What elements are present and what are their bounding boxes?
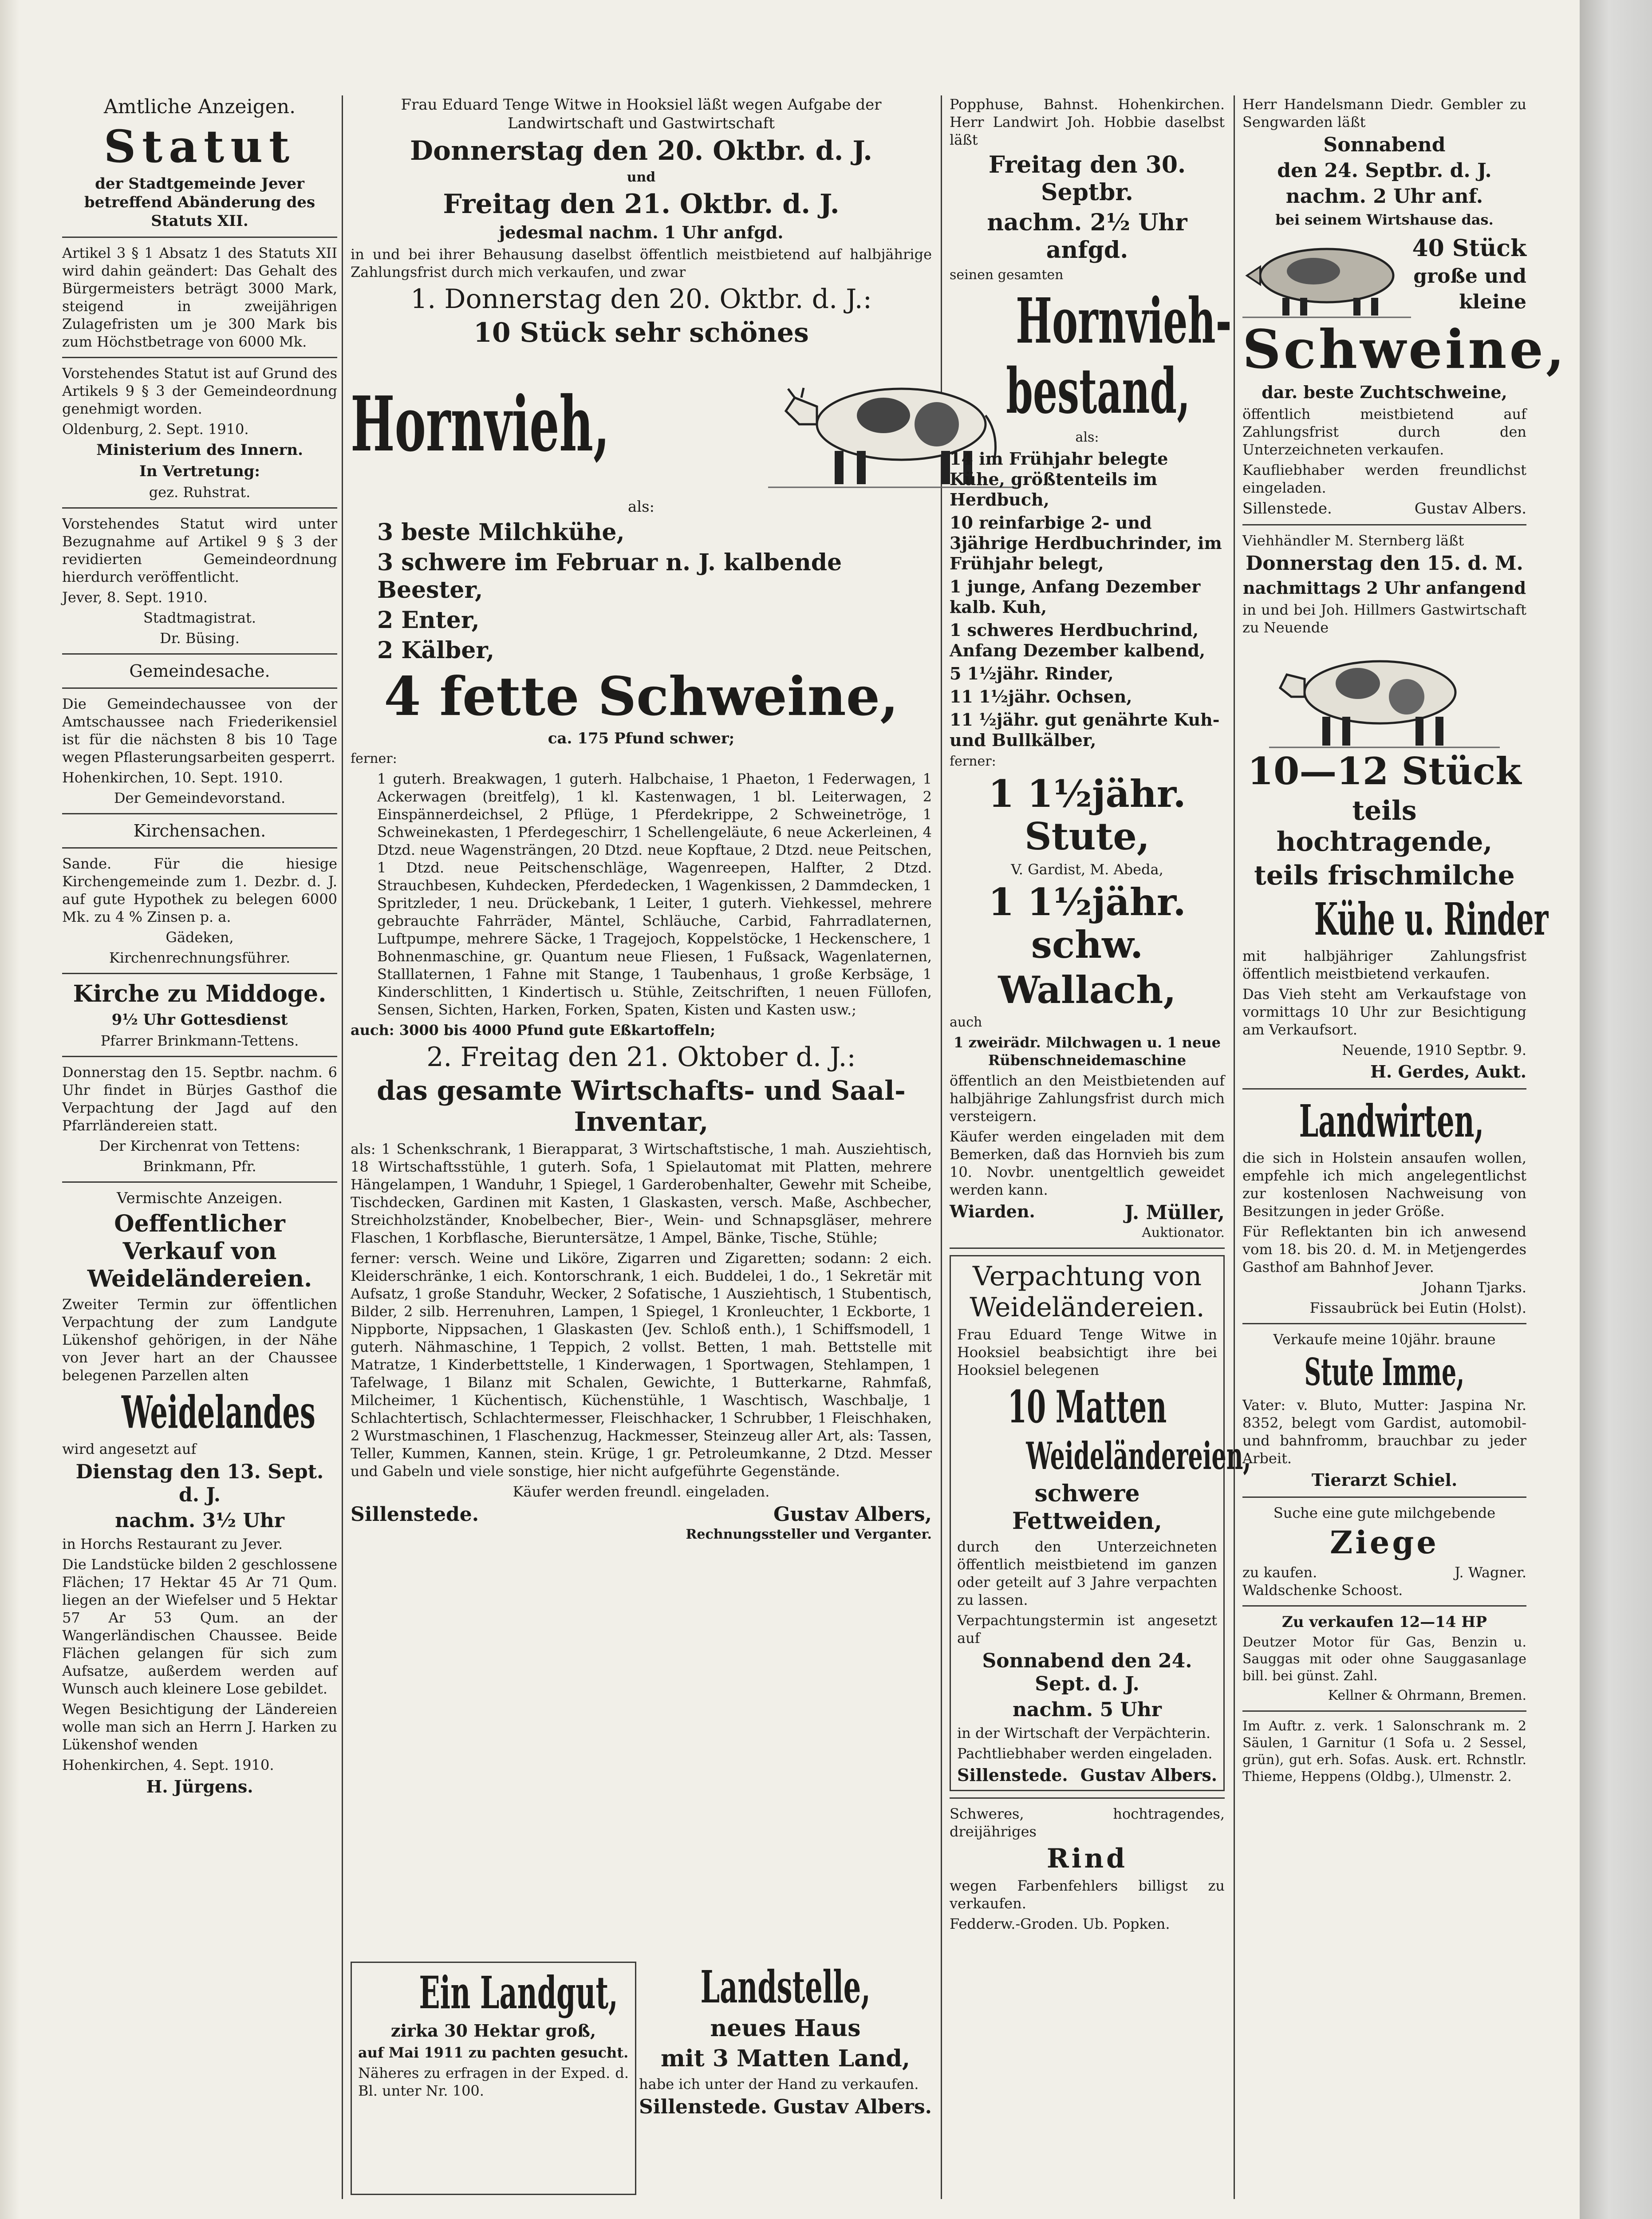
landgut-title: Ein Landgut, xyxy=(419,1966,618,2019)
verpachtung-intro: Frau Eduard Tenge Witwe in Hooksiel beabsichtigt ihre bei Hooksiel belegenen xyxy=(957,1326,1217,1378)
hobbie-place: Wiarden. xyxy=(950,1201,1035,1221)
hobbie-extra: 1 zweirädr. Milchwagen u. 1 neue Rübenschneidemaschine xyxy=(954,1034,1221,1069)
stute-sign: Tierarzt Schiel. xyxy=(1311,1470,1458,1490)
weideland-date: Dienstag den 13. Sept. d. J. xyxy=(75,1461,324,1506)
hobbie-signature-row xyxy=(950,1201,1225,1224)
verpachtung-body-2: Verpachtungstermin ist angesetzt auf xyxy=(957,1612,1217,1646)
divider xyxy=(62,973,337,974)
landwirten-addr: Fissaubrück bei Eutin (Holst). xyxy=(1309,1299,1526,1316)
landgut-ad xyxy=(351,1962,636,2195)
hornvieh-als: als: xyxy=(627,498,655,516)
hobbie-wallach-2: Wallach, xyxy=(998,968,1176,1012)
tenge-sign-place: Sillenstede. xyxy=(351,1503,479,1526)
weideland-contact: Wegen Besichtigung der Ländereien wolle man sich an Herrn J. Harken zu Lükenshof wenden xyxy=(62,1701,337,1753)
landstelle-name: Gustav Albers. xyxy=(773,2096,932,2118)
hobbie-name: J. Müller, xyxy=(1124,1201,1225,1224)
gembler-intro: Herr Handelsmann Diedr. Gembler zu Sengwarden läßt xyxy=(1242,96,1526,130)
statut-publication: Vorstehendes Statut wird unter Bezugnahme auf Artikel 9 § 3 der revidierten Gemeindeordnung hierdurch veröffentlicht. xyxy=(62,515,337,585)
sternberg-body-2: Das Vieh steht am Verkaufstage von vormittags 10 Uhr zur Besichtigung am Verkaufsort. xyxy=(1242,986,1526,1038)
section-heading-amtlich: Amtliche Anzeigen. xyxy=(103,95,296,118)
column-1 xyxy=(62,95,337,1800)
hobbie-item: 1 junge, Anfang Dezember kalb. Kuh, xyxy=(950,576,1201,617)
divider xyxy=(1242,1496,1526,1498)
verpachtung-name: Gustav Albers. xyxy=(1080,1765,1217,1785)
sternberg-time: nachmittags 2 Uhr anfangend xyxy=(1242,578,1526,598)
middoge-title: Kirche zu Middoge. xyxy=(73,980,327,1007)
divider xyxy=(62,237,337,238)
gembler-schweine: Schweine, xyxy=(1242,318,1567,381)
ziege-body: zu kaufen. xyxy=(1242,1564,1317,1581)
middoge-time: 9½ Uhr Gottesdienst xyxy=(111,1011,288,1029)
hobbie-body: öffentlich an den Meistbietenden auf halbjährige Zahlungsfrist durch mich versteigern. xyxy=(950,1072,1225,1125)
hobbie-item: 11 ½jähr. gut genährte Kuh- und Bullkälber, xyxy=(950,710,1220,750)
inventar-items: als: 1 Schenkschrank, 1 Bierapparat, 3 Wirtschaftstische, 1 mah. Ausziehtisch, 18 Wirtschaftsstühle, 1 guterh. Sofa, 1 Spielautomat mit Platten, mehrere Hängelampen, 1 Wanduhr, 1 Spiegel, 1 Garderobenhalter, Gewehr mit Scheibe, Tischdecken, Gardinen mit Kasten, 1 Glaskasten, versch. Maße, Aschbecher, Streichholzständer, Knobelbecher, Bier-, Wein- und Schnapsgläser, mehrere Flaschen, 1 Korbflasche, Bieruntersätze, 1 Ampel, Bänke, Tische, Stühle; xyxy=(351,1141,932,1246)
hobbie-item: 10 reinfarbige 2- und 3jährige Herdbuchrinder, im Frühjahr belegt, xyxy=(950,513,1222,573)
gembler-sign-name: Gustav Albers. xyxy=(1414,500,1526,517)
sternberg-big-4: Kühe u. Rinder xyxy=(1314,893,1549,945)
statut-magistrat: Stadtmagistrat. xyxy=(143,609,256,626)
ziege-title: Ziege xyxy=(1330,1524,1439,1561)
gembler-stueck-3: kleine xyxy=(1459,291,1526,313)
verpachtung-date: Sonnabend den 24. Sept. d. J. xyxy=(982,1650,1192,1695)
sternberg-big: 10—12 Stück xyxy=(1247,749,1522,793)
kirche-sande-signature: Gädeken, xyxy=(166,929,234,946)
cow-illustration-small xyxy=(1260,639,1509,750)
hobbie-date: Freitag den 30. Septbr. xyxy=(988,151,1186,206)
hobbie-time: nachm. 2½ Uhr anfgd. xyxy=(987,209,1187,264)
divider xyxy=(62,507,337,509)
tenge-kaeufer: Käufer werden freundl. eingeladen. xyxy=(513,1483,770,1500)
hobbie-stute-desc: V. Gardist, M. Abeda, xyxy=(1011,861,1163,878)
sternberg-place: in und bei Joh. Hillmers Gastwirtschaft zu Neuende xyxy=(1242,601,1526,636)
landgut-size: zirka 30 Hektar groß, xyxy=(390,2021,596,2041)
statut-approval: Vorstehendes Statut ist auf Grund des Artikels 9 § 3 der Gemeindeordnung genehmigt worden. xyxy=(62,365,337,417)
page-edge xyxy=(1580,0,1652,2219)
weideland-big: Weidelandes xyxy=(121,1386,315,1438)
hobbie-body-2: Käufer werden eingeladen mit dem Bemerken, daß das Hornvieh bis zum 10. Novbr. unentgeltlich geweidet werden kann. xyxy=(950,1128,1225,1198)
divider xyxy=(62,357,337,358)
divider xyxy=(1242,1710,1526,1712)
statut-ministry: Ministerium des Innern. xyxy=(96,441,303,459)
stute-intro: Verkaufe meine 10jähr. braune xyxy=(1273,1331,1496,1348)
verpachtung-signature-row xyxy=(957,1765,1217,1785)
hornvieh-item: 3 schwere im Februar n. J. kalbende Beester, xyxy=(377,549,842,604)
sternberg-big-2: teils hochtragende, xyxy=(1276,795,1493,857)
hornvieh-item: 3 beste Milchkühe, xyxy=(377,519,625,546)
kirche-sande-body: Sande. Für die hiesige Kirchengemeinde zum 1. Dezbr. d. J. auf gute Hypothek zu belegen 6000 Mk. zu 4 % Zinsen p. a. xyxy=(62,855,337,925)
landstelle-ad xyxy=(639,1962,932,2192)
tenge-intro: Frau Eduard Tenge Witwe in Hooksiel läßt wegen Aufgabe der Landwirtschaft und Gastwirtschaft xyxy=(401,96,882,132)
sternberg-big-3: teils frischmilche xyxy=(1254,860,1515,891)
middoge-body: Donnerstag den 15. Septbr. nachm. 6 Uhr findet in Bürjes Gasthof die Verpachtung der Jagd auf den Pfarrländereien statt. xyxy=(62,1064,337,1134)
hobbie-stute: 1 1½jähr. Stute, xyxy=(988,772,1186,858)
hornvieh-list xyxy=(351,519,932,664)
statut-subtitle: der Stadtgemeinde Jever betreffend Abänderung des Statuts XII. xyxy=(84,175,315,230)
gemeinde-signature: Der Gemeindevorstand. xyxy=(114,790,286,806)
column-rule xyxy=(1234,95,1235,2199)
kartoffeln: auch: 3000 bis 4000 Pfund gute Eßkartoffeln; xyxy=(351,1022,716,1038)
verpachtung-big: 10 Matten xyxy=(1007,1381,1167,1433)
gembler-stueck-block xyxy=(1412,235,1526,316)
gembler-signature-row xyxy=(1242,499,1526,518)
hornvieh-heading: Hornvieh, xyxy=(351,380,610,469)
verpachtung-big-2: Weideländereien, xyxy=(1026,1434,1251,1478)
weideland-title: Oeffentlicher Verkauf von Weideländereien. xyxy=(87,1210,312,1292)
landstelle-place: Sillenstede. xyxy=(639,2096,768,2118)
gembler-sign-place: Sillenstede. xyxy=(1242,500,1332,517)
gembler-body-2: Kaufliebhaber werden freundlichst eingeladen. xyxy=(1242,462,1526,496)
pig-illustration xyxy=(1242,231,1411,320)
tenge-day-1: 1. Donnerstag den 20. Oktbr. d. J.: xyxy=(410,284,872,315)
column-3 xyxy=(950,95,1251,2199)
verpachtung-title: Verpachtung von Weideländereien. xyxy=(970,1261,1205,1323)
schweine-weight: ca. 175 Pfund schwer; xyxy=(548,730,735,747)
hobbie-auch: auch xyxy=(950,1015,982,1030)
stute-title: Stute Imme, xyxy=(1304,1350,1465,1394)
divider xyxy=(950,1248,1225,1249)
stute-body: Vater: v. Bluto, Mutter: Jaspina Nr. 8352, belegt vom Gardist, automobil- und bahnfromm, brauchbar zu jeder Arbeit. xyxy=(1242,1397,1526,1467)
tenge-intro-2: in und bei ihrer Behausung daselbst öffentlich meistbietend auf halbjährige Zahlungsfrist durch mich verkaufen, und zwar xyxy=(351,246,932,280)
statut-title: Statut xyxy=(103,120,296,173)
ziege-intro: Suche eine gute milchgebende xyxy=(1273,1504,1496,1521)
schweine-heading: 4 fette Schweine, xyxy=(384,665,899,728)
divider xyxy=(62,653,337,655)
weideland-wird: wird angesetzt auf xyxy=(62,1441,197,1457)
gembler-stueck: 40 Stück xyxy=(1412,235,1526,262)
hobbie-item: 5 1½jähr. Rinder, xyxy=(950,663,1114,683)
divider xyxy=(950,1797,1225,1799)
tenge-sign-name: Gustav Albers, xyxy=(773,1503,932,1526)
ferner-items: 1 guterh. Breakwagen, 1 guterh. Halbchaise, 1 Phaeton, 1 Federwagen, 1 Ackerwagen (breitfelg), 1 kl. Kastenwagen, 1 bl. Leiterwagen, 2 Einspännerdeichsel, 2 Pflüge, 1 Pferdekrippe, 2 Schweinetröge, 1 Schweinekasten, 1 Pferdegeschirr, 1 Schellengeläute, 6 neue Ackerleinen, 4 Dtzd. neue Wagensträngen, 20 Dtzd. neue Kopftaue, 2 Dtzd. neue Peitschen, 1 Dtzd. neue Peitschenschläge, Wagenreepen, Halfter, 2 Dtzd. Strauchbesen, Kuhdecken, Pferdedecken, 1 Wagenkissen, 2 Dammdecken, 1 Spritzleder, 1 neu. Drückebank, 1 Leiter, 1 guterh. Viehkessel, mehrere gebrauchte Fahrräder, Mäntel, Schläuche, Carbid, Fahrradlaternen, Luftpumpe, mehrere Säcke, 1 Tragejoch, Koppelstöcke, 1 Heckenschere, 1 Bohnenmaschine, gr. Quantum neue Fliesen, 1 Fußsack, Wagenlaternen, Stalllaternen, 1 Fahne mit Stange, 1 Taubenhaus, 1 große Kerbsäge, 1 Kinderschlitten, 1 Kindertisch u. Stühle, Zeitschriften, 1 neuen Füllofen, Sensen, Sichten, Harken, Forken, Spaten, Kisten und Kasten usw.; xyxy=(377,770,932,1018)
tenge-und: und xyxy=(627,170,656,185)
middoge-signature: Der Kirchenrat von Tettens: xyxy=(99,1137,300,1154)
sternberg-date: Donnerstag den 15. d. M. xyxy=(1246,552,1523,575)
hobbie-item: 1 schweres Herdbuchrind, Anfang Dezember kalbend, xyxy=(950,620,1206,660)
ziege-addr: Waldschenke Schoost. xyxy=(1242,1582,1403,1599)
gemeinde-place-date: Hohenkirchen, 10. Sept. 1910. xyxy=(62,769,283,786)
divider xyxy=(1242,1605,1526,1607)
tenge-day-2: 2. Freitag den 21. Oktober d. J.: xyxy=(426,1042,856,1073)
hobbie-item: 14 im Frühjahr belegte Kühe, größtenteils im Herdbuch, xyxy=(950,449,1168,509)
divider xyxy=(62,1056,337,1057)
statut-place-date-2: Jever, 8. Sept. 1910. xyxy=(62,589,208,606)
landstelle-haus: neues Haus xyxy=(710,2015,861,2042)
inventar-heading: das gesamte Wirtschafts- und Saal-Inventar, xyxy=(377,1075,906,1137)
verpachtung-body-3: in der Wirtschaft der Verpächterin. xyxy=(957,1725,1211,1741)
section-heading-gemeinde: Gemeindesache. xyxy=(129,661,270,681)
gembler-stueck-2: große und xyxy=(1413,265,1526,288)
hobbie-item: 11 1½jähr. Ochsen, xyxy=(950,687,1132,707)
salonschrank-body: Im Auftr. z. verk. 1 Salonschrank m. 2 Säulen, 1 Garnitur (1 Sofa u. 2 Sessel, grün), gut erh. Sofas. Ausk. ert. Rchnstlr. Thieme, Heppens (Oldbg.), Ulmenstr. 2. xyxy=(1242,1718,1526,1785)
gembler-schweine-sub: dar. beste Zuchtschweine, xyxy=(1262,382,1507,402)
middoge-signature-2: Brinkmann, Pfr. xyxy=(143,1158,256,1175)
section-heading-kirche: Kirchensachen. xyxy=(133,821,266,841)
gembler-place: bei seinem Wirtshause das. xyxy=(1275,211,1494,228)
sternberg-date-2: Neuende, 1910 Septbr. 9. xyxy=(1342,1042,1526,1058)
landwirten-body: die sich in Holstein ansaufen wollen, empfehle ich mich angelegentlichst zur kostenlosen Nachweisung von Besitzungen in jeder Größe. xyxy=(1242,1149,1526,1220)
divider xyxy=(62,1181,337,1183)
hobbie-ferner: ferner: xyxy=(950,754,996,769)
weideland-time: nachm. 3½ Uhr xyxy=(115,1509,284,1532)
weideland-place: in Horchs Restaurant zu Jever. xyxy=(62,1536,283,1552)
weideland-signature: H. Jürgens. xyxy=(146,1777,253,1797)
landgut-contact: Näheres zu erfragen in der Exped. d. Bl. unter Nr. 100. xyxy=(358,2065,629,2099)
kirche-sande-role: Kirchenrechnungsführer. xyxy=(109,949,291,966)
hobbie-wallach: 1 1½jähr. schw. xyxy=(988,880,1186,967)
tenge-sign-role: Rechnungssteller und Verganter. xyxy=(686,1527,932,1542)
divider xyxy=(1242,524,1526,525)
hornvieh-item: 2 Enter, xyxy=(377,607,480,634)
page-gutter xyxy=(0,0,20,2219)
rind-signature: Fedderw.-Groden. Ub. Popken. xyxy=(950,1915,1170,1932)
gembler-date: Sonnabend xyxy=(1323,134,1446,156)
statut-body: Artikel 3 § 1 Absatz 1 des Statuts XII wird dahin geändert: Das Gehalt des Bürgermeisters beträgt 3000 Mark, steigend in zweijährigen Zulagefristen um je 300 Mark bis zum Höchstbetrage von 6000 Mk. xyxy=(62,245,337,350)
divider xyxy=(62,813,337,814)
column-2 xyxy=(351,95,932,1951)
gembler-body: öffentlich meistbietend auf Zahlungsfrist durch den Unterzeichneten verkaufen. xyxy=(1242,406,1526,458)
rind-intro: Schweres, hochtragendes, dreijähriges xyxy=(950,1805,1225,1840)
statut-vertretung: In Vertretung: xyxy=(139,462,260,480)
motor-title: Zu verkaufen 12—14 HP xyxy=(1282,1613,1487,1631)
tenge-date-1: Donnerstag den 20. Oktbr. d. J. xyxy=(410,135,872,166)
motor-sign: Kellner & Ohrmann, Bremen. xyxy=(1328,1688,1526,1703)
landstelle-land: mit 3 Matten Land, xyxy=(661,2045,910,2072)
motor-body: Deutzer Motor für Gas, Benzin u. Sauggas mit oder ohne Sauggasanlage bill. bei günst. Zahl. xyxy=(1242,1635,1526,1684)
section-heading-vermischt: Vermischte Anzeigen. xyxy=(117,1189,283,1207)
statut-place-date: Oldenburg, 2. Sept. 1910. xyxy=(62,421,249,438)
weideland-details: Die Landstücke bilden 2 geschlossene Flächen; 17 Hektar 45 Ar 71 Qum. liegen an der Wiefelser und 5 Hektar 57 Ar 53 Qum. an der Wangerländischen Chaussee. Beide Flächen gelangen für sich zum Aufsatze, außerdem werden auf Wunsch auch kleinere Lose gebildet. xyxy=(62,1556,337,1697)
hornvieh-row xyxy=(351,351,932,497)
verpachtung-ad xyxy=(950,1255,1251,1791)
sternberg-intro: Viehhändler M. Sternberg läßt xyxy=(1242,532,1464,549)
landstelle-body: habe ich unter der Hand zu verkaufen. xyxy=(639,2076,919,2093)
gembler-date-2: den 24. Septbr. d. J. xyxy=(1277,159,1492,182)
tenge-signature-row xyxy=(351,1503,932,1526)
landwirten-title: Landwirten, xyxy=(1299,1095,1484,1147)
gembler-time: nachm. 2 Uhr anf. xyxy=(1285,185,1483,208)
weideland-body: Zweiter Termin zur öffentlichen Verpachtung der zum Landgute Lükenshof gehörigen, in der Nähe von Jever hart an der Chaussee belegenen Parzellen alten xyxy=(62,1296,337,1384)
hobbie-role: Auktionator. xyxy=(1142,1225,1225,1240)
landwirten-body-2: Für Reflektanten bin ich anwesend vom 18. bis 20. d. M. in Metjengerdes Gasthof am Bahnhof Jever. xyxy=(1242,1223,1526,1275)
hobbie-als: als: xyxy=(1075,430,1099,445)
landwirten-name: Johann Tjarks. xyxy=(1422,1279,1526,1296)
inventar-items-2: ferner: versch. Weine und Liköre, Zigarren und Zigaretten; sodann: 2 eich. Kleiderschränke, 1 eich. Kontorschrank, 1 eich. Buddelei, 1 do., 1 Sekretär mit Aufsatz, 1 große Standuhr, Wecker, 2 Sofatische, 1 Ausziehtisch, 1 Stubentisch, Bilder, 2 silb. Herrenuhren, Lampen, 1 Spiegel, 1 Kronleuchter, 1 Eckborte, 1 Nippborte, Nippsachen, 1 Glaskasten (Jev. Schloß enth.), 1 Schiffsmodell, 1 guterh. Nähmaschine, 1 Teppich, 2 vollst. Betten, 1 mah. Bettstelle mit Matratze, 1 Kinderbettstelle, 1 Kinderwagen, 1 Sportwagen, Stehlampen, 1 Tafelwage, 1 Bilanz mit Schalen, Gewichte, 1 Butterkarne, Rahmfaß, Milcheimer, 1 Küchentisch, Küchenstühle, 1 Waschtisch, Waschbalje, 1 Schlachtertisch, Schlachtermesser, Fleischhacker, 1 Schrubber, 1 Fleischhaken, 2 Wurstmaschinen, 1 Flaschenzug, Hackmesser, Steinzeug aller Art, als: Tassen, Teller, Kummen, Kannen, stein. Krüge, 1 gr. Petroleumkanne, 2 Dtzd. Messer und Gabeln und viele sonstige, hier nicht aufgeführte Gegenstände. xyxy=(351,1250,932,1480)
hornvieh-item: 2 Kälber, xyxy=(377,637,495,664)
weideland-place-date: Hohenkirchen, 4. Sept. 1910. xyxy=(62,1757,274,1773)
rind-title: Rind xyxy=(1046,1843,1128,1874)
tenge-time: jedesmal nachm. 1 Uhr anfgd. xyxy=(499,222,784,242)
divider xyxy=(62,847,337,849)
gemeinde-body: Die Gemeindechaussee von der Amtschaussee nach Friederikensiel ist für die nächsten 8 bis 10 Tage wegen Pflasterungsarbeiten gesperrt. xyxy=(62,695,337,766)
verpachtung-sub: schwere Fettweiden, xyxy=(1012,1480,1163,1535)
ziege-name: J. Wagner. xyxy=(1455,1564,1526,1581)
hobbie-title-2: bestand, xyxy=(1006,355,1191,428)
statut-signature-2: Dr. Büsing. xyxy=(160,630,240,647)
divider xyxy=(1242,1323,1526,1324)
hobbie-intro: Popphuse, Bahnst. Hohenkirchen. Herr Landwirt Joh. Hobbie daselbst läßt xyxy=(950,96,1225,148)
sternberg-sign: H. Gerdes, Aukt. xyxy=(1370,1062,1526,1082)
hobbie-title-1: Hornvieh- xyxy=(1016,285,1232,358)
verpachtung-time: nachm. 5 Uhr xyxy=(1013,1698,1162,1721)
ferner-label: ferner: xyxy=(351,751,397,766)
column-rule xyxy=(342,95,343,2199)
divider xyxy=(62,687,337,689)
tenge-stueck: 10 Stück sehr schönes xyxy=(473,317,809,348)
statut-signature: gez. Ruhstrat. xyxy=(149,484,251,501)
hobbie-seinen: seinen gesamten xyxy=(950,267,1064,283)
landstelle-signature-row xyxy=(639,2096,932,2119)
middoge-pastor: Pfarrer Brinkmann-Tettens. xyxy=(100,1032,299,1049)
landstelle-title: Landstelle, xyxy=(700,1961,871,2013)
sternberg-body: mit halbjähriger Zahlungsfrist öffentlich meistbietend verkaufen. xyxy=(1242,948,1526,982)
tenge-date-2: Freitag den 21. Oktbr. d. J. xyxy=(443,189,840,220)
landgut-pacht: auf Mai 1911 zu pachten gesucht. xyxy=(358,2044,629,2061)
divider xyxy=(1242,1088,1526,1090)
gembler-pig-row xyxy=(1242,231,1526,320)
verpachtung-body-4: Pachtliebhaber werden eingeladen. xyxy=(957,1745,1213,1762)
column-4 xyxy=(1242,95,1567,2199)
rind-body: wegen Farbenfehlers billigst zu verkaufen. xyxy=(950,1877,1225,1912)
verpachtung-body: durch den Unterzeichneten öffentlich meistbietend im ganzen oder geteilt auf 3 Jahre verpachten zu lassen. xyxy=(957,1538,1217,1608)
verpachtung-place: Sillenstede. xyxy=(957,1765,1068,1785)
ziege-row xyxy=(1242,1564,1526,1581)
